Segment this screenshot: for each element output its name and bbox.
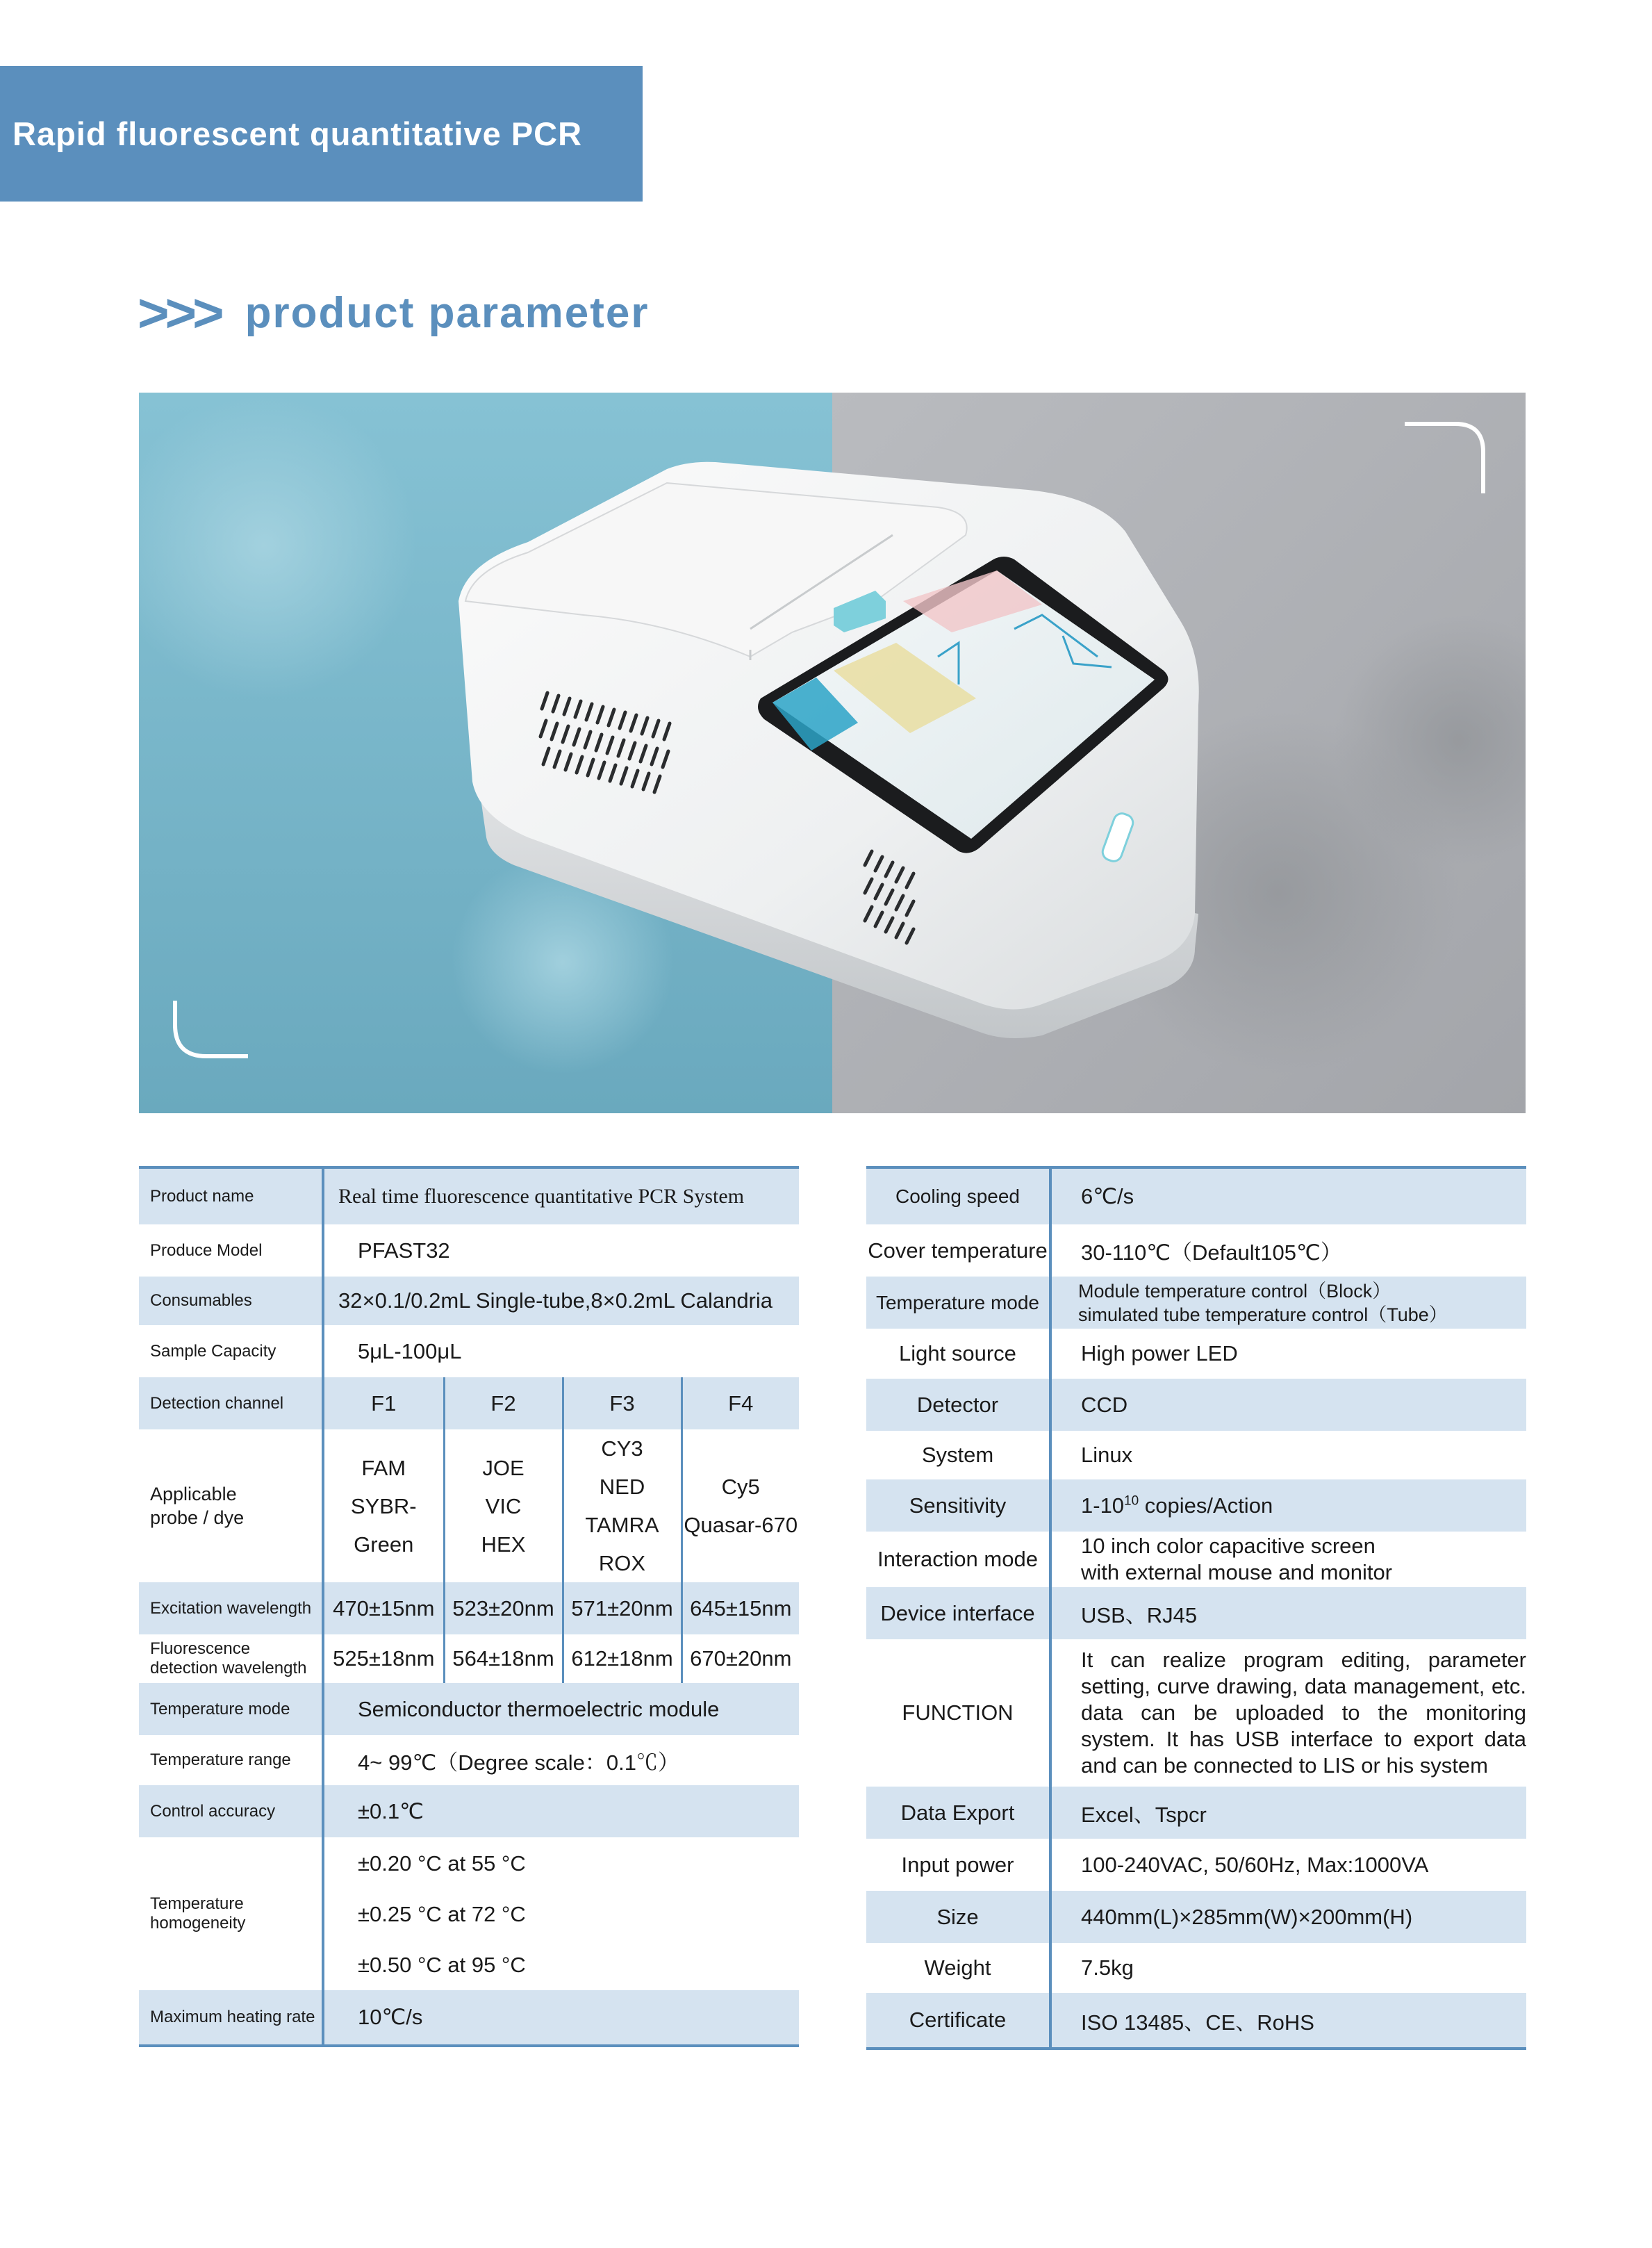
label-interaction: Interaction mode <box>877 1547 1038 1571</box>
row-temp-range <box>139 1735 799 1785</box>
row-detector <box>866 1379 1526 1431</box>
row-excitation <box>139 1582 799 1634</box>
label-emission-line1: Fluorescence <box>150 1639 251 1658</box>
value-certificate: ISO 13485、CE、RoHS <box>1050 1993 1526 2049</box>
label-detector: Detector <box>866 1379 1050 1431</box>
label-probes <box>139 1429 323 1582</box>
probe-item: ROX <box>598 1551 646 1575</box>
homogeneity-item: ±0.20 °C at 55 °C <box>358 1851 526 1876</box>
interaction-line2: with external mouse and monitor <box>1081 1560 1393 1584</box>
probe-item: TAMRA <box>585 1513 659 1537</box>
probe-item: CY3 <box>601 1436 643 1461</box>
label-cover-temp: Cover temperature <box>868 1238 1048 1263</box>
row-input-power <box>866 1839 1526 1891</box>
row-certificate <box>866 1993 1526 2049</box>
emission-f1: 525±18nm <box>323 1634 444 1683</box>
label-size: Size <box>866 1891 1050 1943</box>
value-product-name: Real time fluorescence quantitative PCR System <box>323 1167 799 1224</box>
value-function: It can realize program editing, parameter setting, curve drawing, data management, etc. data can be uploaded to the monitoring system. It has USB interface to export data and can be connected to LIS or his system <box>1050 1639 1526 1787</box>
channel-f1: F1 <box>323 1377 444 1429</box>
spec-table-right <box>866 1166 1526 2050</box>
label-excitation: Excitation wavelength <box>139 1582 323 1634</box>
row-device-interface <box>866 1587 1526 1639</box>
value-weight: 7.5kg <box>1050 1943 1526 1993</box>
excitation-f1: 470±15nm <box>323 1582 444 1634</box>
emission-f4: 670±20nm <box>682 1634 799 1683</box>
row-size <box>866 1891 1526 1943</box>
channel-f4: F4 <box>682 1377 799 1429</box>
label-sensitivity: Sensitivity <box>866 1479 1050 1532</box>
label-system: System <box>921 1443 994 1467</box>
label-emission-line2: detection wavelength <box>150 1659 307 1677</box>
channel-f3: F3 <box>563 1377 682 1429</box>
value-size: 440mm(L)×285mm(W)×200mm(H) <box>1050 1891 1526 1943</box>
row-temp-mode-right <box>866 1277 1526 1329</box>
label-data-export: Data Export <box>866 1787 1050 1839</box>
interaction-line1: 10 inch color capacitive screen <box>1081 1534 1376 1558</box>
label-light-source: Light source <box>899 1341 1016 1365</box>
label-control-accuracy: Control accuracy <box>139 1785 323 1837</box>
row-max-heating <box>139 1990 799 2046</box>
label-model: Produce Model <box>150 1240 263 1260</box>
probe-item: FAM <box>361 1455 406 1480</box>
row-function <box>866 1639 1526 1787</box>
probe-item: JOE <box>482 1455 524 1480</box>
label-homogeneity <box>139 1837 323 1990</box>
label-sample-capacity: Sample Capacity <box>150 1341 276 1361</box>
probe-item: SYBR-Green <box>350 1493 417 1557</box>
label-probes-line1: Applicable <box>150 1484 237 1504</box>
value-sample-capacity: 5μL-100μL <box>323 1325 799 1377</box>
row-model <box>139 1224 799 1277</box>
probes-f1 <box>323 1429 444 1582</box>
label-input-power: Input power <box>901 1852 1014 1877</box>
value-temp-mode: Semiconductor thermoelectric module <box>323 1683 799 1735</box>
value-temp-range: 4~ 99℃（Degree scale：0.1℃） <box>323 1735 799 1785</box>
sensitivity-suffix: copies/Action <box>1139 1493 1273 1518</box>
label-temp-range: Temperature range <box>150 1750 291 1769</box>
label-device-interface: Device interface <box>866 1587 1050 1639</box>
excitation-f2: 523±20nm <box>444 1582 563 1634</box>
row-control-accuracy <box>139 1785 799 1837</box>
value-cover-temp: 30-110℃（Default105℃） <box>1050 1224 1526 1277</box>
row-cover-temp <box>866 1224 1526 1277</box>
probe-item: Quasar-670 <box>684 1513 798 1537</box>
value-consumables: 32×0.1/0.2mL Single-tube,8×0.2mL Calandria <box>323 1277 799 1325</box>
value-homogeneity <box>323 1837 799 1990</box>
label-probes-line2: probe / dye <box>150 1507 245 1528</box>
label-detection-channel: Detection channel <box>139 1377 323 1429</box>
probes-f3 <box>563 1429 682 1582</box>
value-cooling-speed: 6℃/s <box>1050 1167 1526 1224</box>
value-input-power: 100-240VAC, 50/60Hz, Max:1000VA <box>1050 1839 1526 1891</box>
value-device-interface: USB、RJ45 <box>1050 1587 1526 1639</box>
probe-item: Cy5 <box>721 1475 760 1499</box>
value-light-source: High power LED <box>1050 1329 1526 1379</box>
label-temp-mode: Temperature mode <box>139 1683 323 1735</box>
value-temp-mode-right <box>1050 1277 1526 1329</box>
value-system: Linux <box>1050 1431 1526 1479</box>
product-photo <box>139 393 1526 1113</box>
row-data-export <box>866 1787 1526 1839</box>
row-interaction <box>866 1532 1526 1587</box>
header-banner <box>0 66 643 202</box>
channel-f2: F2 <box>444 1377 563 1429</box>
row-light-source <box>866 1329 1526 1379</box>
label-cooling-speed: Cooling speed <box>866 1167 1050 1224</box>
chevrons-icon: >>> <box>138 282 220 343</box>
temp-mode-line2: simulated tube temperature control（Tube） <box>1078 1304 1448 1325</box>
label-consumables: Consumables <box>139 1277 323 1325</box>
probes-f4 <box>682 1429 799 1582</box>
row-emission <box>139 1634 799 1683</box>
row-detection-channel <box>139 1377 799 1429</box>
label-certificate: Certificate <box>866 1993 1050 2049</box>
probe-item: NED <box>599 1475 645 1499</box>
section-heading <box>138 281 649 345</box>
label-product-name: Product name <box>139 1167 323 1224</box>
label-homogeneity-line2: homogeneity <box>150 1914 246 1933</box>
label-max-heating: Maximum heating rate <box>139 1990 323 2046</box>
banner-title: Rapid fluorescent quantitative PCR <box>13 115 583 152</box>
label-function: FUNCTION <box>902 1700 1014 1725</box>
row-consumables <box>139 1277 799 1325</box>
probe-item: HEX <box>481 1532 526 1557</box>
excitation-f3: 571±20nm <box>563 1582 682 1634</box>
row-probes <box>139 1429 799 1582</box>
row-homogeneity <box>139 1837 799 1990</box>
emission-f2: 564±18nm <box>444 1634 563 1683</box>
value-model: PFAST32 <box>323 1224 799 1277</box>
sensitivity-exponent: 10 <box>1124 1493 1139 1509</box>
emission-f3: 612±18nm <box>563 1634 682 1683</box>
sensitivity-prefix: 1-10 <box>1081 1493 1125 1518</box>
spec-table-left <box>139 1166 799 2047</box>
homogeneity-item: ±0.25 °C at 72 °C <box>358 1901 526 1926</box>
label-emission <box>139 1634 323 1683</box>
probes-f2 <box>444 1429 563 1582</box>
value-max-heating: 10℃/s <box>323 1990 799 2046</box>
temp-mode-line1: Module temperature control（Block） <box>1078 1280 1391 1302</box>
row-product-name <box>139 1167 799 1224</box>
row-sensitivity <box>866 1479 1526 1532</box>
row-cooling-speed <box>866 1167 1526 1224</box>
value-detector: CCD <box>1050 1379 1526 1431</box>
value-control-accuracy: ±0.1℃ <box>323 1785 799 1837</box>
value-data-export: Excel、Tspcr <box>1050 1787 1526 1839</box>
value-interaction <box>1050 1532 1526 1587</box>
row-temp-mode <box>139 1683 799 1735</box>
section-title: product parameter <box>245 289 650 337</box>
value-sensitivity <box>1050 1479 1526 1532</box>
label-temp-mode-right: Temperature mode <box>866 1277 1050 1329</box>
probe-item: VIC <box>485 1493 522 1518</box>
label-weight: Weight <box>924 1955 991 1980</box>
row-sample-capacity <box>139 1325 799 1377</box>
row-system <box>866 1431 1526 1479</box>
row-weight <box>866 1943 1526 1993</box>
homogeneity-item: ±0.50 °C at 95 °C <box>358 1952 526 1977</box>
excitation-f4: 645±15nm <box>682 1582 799 1634</box>
label-homogeneity-line1: Temperature <box>150 1894 244 1913</box>
